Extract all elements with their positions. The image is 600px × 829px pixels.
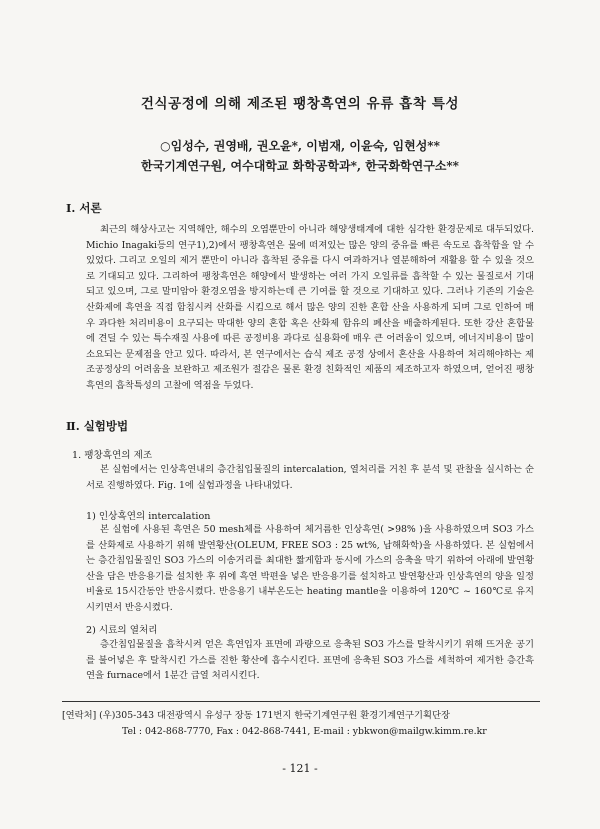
section-heading-methods: Ⅱ. 실험방법 — [66, 419, 129, 433]
subsection-heading-intercalation: 1) 인상흑연의 intercalation — [86, 511, 211, 522]
heat-treatment-paragraph: 층간침입물질을 흡착시켜 얻은 흑연입자 표면에 과량으로 응축된 SO3 가스를 탈착시키기 위해 뜨거운 공기를 불어넣은 후 탈착시킨 가스를 진한 황산에 흡수시킨다. 표면에 응축된 SO3 가스를 세척하여 제거한 층간흑연을 furnace에서 1분간 급열 처리시킨다. — [86, 639, 534, 682]
section-heading-introduction: Ⅰ. 서론 — [66, 201, 102, 215]
contact-address: [연락처] (우)305-343 대전광역시 유성구 장동 171번지 한국기계연구원 환경기계연구기획단장 — [62, 710, 450, 721]
contact-info — [62, 708, 542, 740]
introduction-paragraph: 최근의 해상사고는 지역해안, 해수의 오염뿐만이 아니라 해양생태계에 대한 심각한 환경문제로 대두되었다. Michio Inagaki등의 연구1),2)에서 팽창흑연은 물에 떠져있는 많은 양의 중유를 빠른 속도로 흡착함을 알 수 있었다. 그리고 오일의 제거 뿐만이 아니라 흡착된 중유를 다시 여과하거나 열분해하여 재활용 할 수 있을 것으로 기대되고 있다. 그리하여 팽창흑연은 해양에서 발생하는 여러 가지 오일류를 흡착할 수 있는 물질로서 기대되고 있으며, 그로 말미암아 환경오염을 방지하는데 큰 기여를 할 것으로 기대하고 있다. 그러나 기존의 기술은 산화제에 흑연을 직접 함침시켜 산화를 시킴으로 해서 많은 양의 진한 혼합 산을 사용하게 되며 그로 인하여 매우 과다한 처리비용이 요구되는 막대한 양의 혼합 혹은 산화제 함유의 폐산을 배출하게된다. 또한 강산 혼합물에 견딜 수 있는 특수재질 사용에 따른 공정비용 과다로 실용화에 매우 큰 어려움이 있으며, 에너지비용이 많이 소요되는 문제점을 안고 있다. 따라서, 본 연구에서는 습식 제조 공정 상에서 혼산을 사용하여 처리해야하는 제조공정상의 어려움을 보완하고 제조원가 절감은 물론 환경 친화적인 제품의 제조하고자 하였으며, 얻어진 팽창흑연의 흡착특성의 고찰에 역점을 두었다. — [86, 224, 534, 391]
page-number: - 121 - — [282, 762, 318, 775]
author-block — [0, 136, 600, 176]
contact-phone-email: Tel : 042-868-7770, Fax : 042-868-7441, E-mail : ybkwon@mailgw.kimm.re.kr — [122, 726, 487, 737]
graphite-preparation-paragraph: 본 실험에서는 인상흑연내의 층간침입물질의 intercalation, 열처리를 거친 후 분석 및 관찰을 실시하는 순서로 진행하였다. Fig. 1에 실험과정을 나타내었다. — [86, 464, 534, 491]
subsection-heading-graphite-preparation: 1. 팽창흑연의 제조 — [72, 450, 153, 461]
subsection-heading-heat-treatment: 2) 시료의 열처리 — [86, 625, 158, 636]
affiliation-list: 한국기계연구원, 여수대학교 화학공학과*, 한국화학연구소** — [141, 159, 459, 173]
author-list: ○임성수, 권영배, 권오윤*, 이범재, 이윤숙, 임현성** — [160, 139, 440, 153]
footer-divider — [62, 701, 540, 702]
intercalation-paragraph: 본 실험에 사용된 흑연은 50 mesh체를 사용하여 체거름한 인상흑연( >98% )을 사용하였으며 SO3 가스를 산화제로 사용하기 위해 발연황산(OLEUM, FREE SO3 : 25 wt%, 납해화학)을 사용하였다. 본 실험에서는 층간침입물질인 SO3 가스의 이송거리를 최대한 짧게함과 동시에 가스의 응축을 막기 위하여 아래에 발연황산을 담은 반응용기를 설치한 후 위에 흑연 박편을 넣은 반응용기를 설치하고 발연황산과 인상흑연의 양을 일정 비율로 15시간동안 반응시켰다. 반응용기 내부온도는 heating mantle을 이용하여 120℃ ~ 160℃로 유지시키면서 반응시켰다. — [86, 524, 534, 613]
paper-title: 건식공정에 의해 제조된 팽창흑연의 유류 흡착 특성 — [140, 96, 460, 112]
